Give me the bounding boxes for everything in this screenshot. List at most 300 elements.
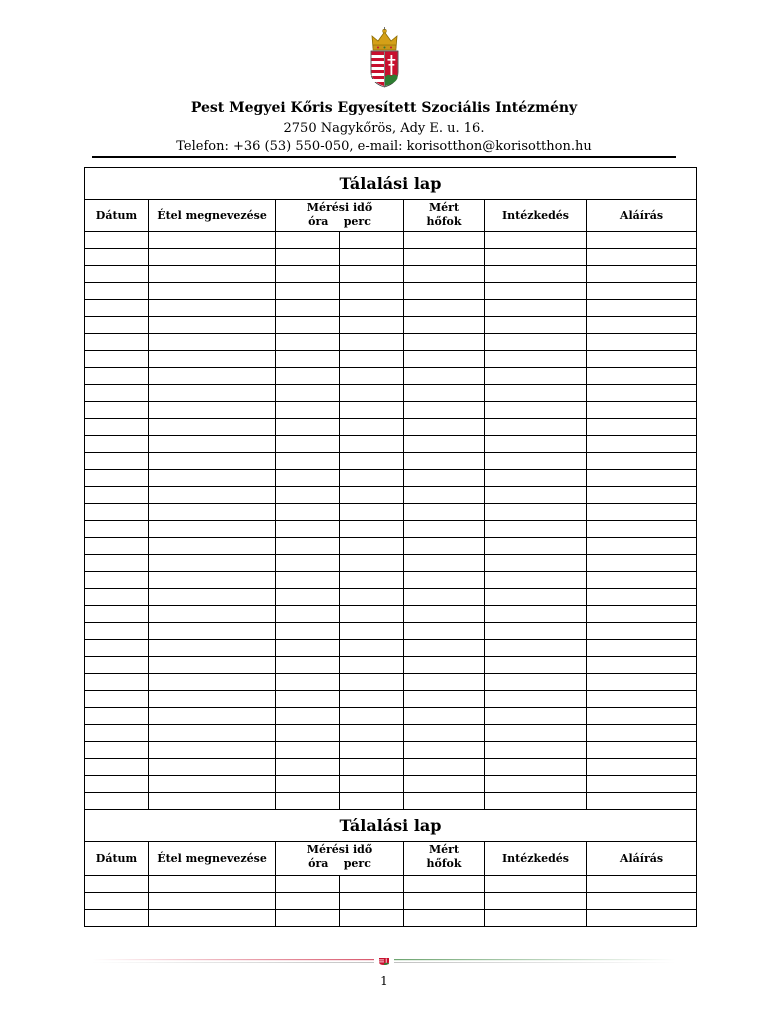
temperature-cell[interactable] [404,776,485,793]
date-cell[interactable] [85,776,149,793]
temperature-cell[interactable] [404,521,485,538]
hour-cell[interactable] [276,351,340,368]
date-cell[interactable] [85,691,149,708]
signature-cell[interactable] [587,436,697,453]
table-row [85,776,697,793]
date-cell[interactable] [85,436,149,453]
signature-cell[interactable] [587,742,697,759]
food-cell[interactable] [149,419,276,436]
food-cell[interactable] [149,657,276,674]
action-cell[interactable] [485,725,587,742]
date-cell[interactable] [85,470,149,487]
temperature-cell[interactable] [404,300,485,317]
hour-cell[interactable] [276,317,340,334]
table-row [85,402,697,419]
date-cell[interactable] [85,742,149,759]
date-cell[interactable] [85,385,149,402]
signature-cell[interactable] [587,538,697,555]
minute-cell[interactable] [340,232,404,249]
signature-cell[interactable] [587,419,697,436]
action-cell[interactable] [485,640,587,657]
temperature-cell[interactable] [404,402,485,419]
action-cell[interactable] [485,402,587,419]
food-cell[interactable] [149,708,276,725]
signature-cell[interactable] [587,708,697,725]
minute-cell[interactable] [340,876,404,893]
date-cell[interactable] [85,759,149,776]
hour-cell[interactable] [276,487,340,504]
date-cell[interactable] [85,419,149,436]
food-cell[interactable] [149,606,276,623]
minute-cell[interactable] [340,368,404,385]
measure-time-label: Mérési idő [306,843,373,856]
date-cell[interactable] [85,351,149,368]
hour-cell[interactable] [276,623,340,640]
hour-cell[interactable] [276,453,340,470]
temperature-cell[interactable] [404,487,485,504]
temperature-cell[interactable] [404,283,485,300]
date-cell[interactable] [85,555,149,572]
temperature-cell[interactable] [404,623,485,640]
food-cell[interactable] [149,691,276,708]
date-cell[interactable] [85,572,149,589]
hour-label: óra [308,215,329,228]
date-cell[interactable] [85,538,149,555]
signature-cell[interactable] [587,776,697,793]
temperature-label-top: Mért [428,201,460,214]
measure-time-label: Mérési idő [306,201,373,214]
hour-cell[interactable] [276,876,340,893]
minute-cell[interactable] [340,487,404,504]
date-cell[interactable] [85,793,149,810]
food-cell[interactable] [149,487,276,504]
action-cell[interactable] [485,351,587,368]
food-cell[interactable] [149,640,276,657]
hour-cell[interactable] [276,436,340,453]
signature-cell[interactable] [587,385,697,402]
action-cell[interactable] [485,487,587,504]
table-row [85,572,697,589]
temperature-cell[interactable] [404,606,485,623]
food-cell[interactable] [149,893,276,910]
minute-cell[interactable] [340,623,404,640]
date-cell[interactable] [85,606,149,623]
food-cell[interactable] [149,572,276,589]
signature-cell[interactable] [587,453,697,470]
hour-cell[interactable] [276,725,340,742]
signature-cell[interactable] [587,368,697,385]
action-cell[interactable] [485,555,587,572]
signature-cell[interactable] [587,910,697,927]
table-row [85,300,697,317]
column-header-measure-time [276,842,404,876]
food-cell[interactable] [149,266,276,283]
temperature-cell[interactable] [404,317,485,334]
minute-cell[interactable] [340,725,404,742]
date-cell[interactable] [85,402,149,419]
food-cell[interactable] [149,249,276,266]
minute-cell[interactable] [340,606,404,623]
signature-cell[interactable] [587,893,697,910]
minute-cell[interactable] [340,776,404,793]
minute-cell[interactable] [340,334,404,351]
hungarian-coat-of-arms-icon [368,26,401,88]
date-cell[interactable] [85,453,149,470]
table-row [85,249,697,266]
temperature-cell[interactable] [404,351,485,368]
date-cell[interactable] [85,708,149,725]
food-cell[interactable] [149,504,276,521]
signature-cell[interactable] [587,674,697,691]
hour-cell[interactable] [276,793,340,810]
temperature-cell[interactable] [404,589,485,606]
date-cell[interactable] [85,283,149,300]
table-row [85,555,697,572]
action-cell[interactable] [485,504,587,521]
food-cell[interactable] [149,385,276,402]
minute-cell[interactable] [340,436,404,453]
action-cell[interactable] [485,623,587,640]
action-cell[interactable] [485,334,587,351]
date-cell[interactable] [85,876,149,893]
minute-cell[interactable] [340,793,404,810]
food-cell[interactable] [149,283,276,300]
signature-cell[interactable] [587,470,697,487]
temperature-cell[interactable] [404,436,485,453]
action-cell[interactable] [485,538,587,555]
temperature-cell[interactable] [404,453,485,470]
action-cell[interactable] [485,266,587,283]
food-cell[interactable] [149,436,276,453]
temperature-cell[interactable] [404,538,485,555]
action-cell[interactable] [485,232,587,249]
table-row [85,623,697,640]
food-cell[interactable] [149,351,276,368]
table-row [85,606,697,623]
action-cell[interactable] [485,300,587,317]
table-row [85,589,697,606]
food-cell[interactable] [149,453,276,470]
temperature-cell[interactable] [404,385,485,402]
signature-cell[interactable] [587,657,697,674]
minute-cell[interactable] [340,300,404,317]
hour-cell[interactable] [276,266,340,283]
temperature-cell[interactable] [404,249,485,266]
hour-cell[interactable] [276,385,340,402]
date-cell[interactable] [85,910,149,927]
minute-cell[interactable] [340,504,404,521]
food-cell[interactable] [149,538,276,555]
minute-cell[interactable] [340,674,404,691]
minute-cell[interactable] [340,470,404,487]
hour-cell[interactable] [276,776,340,793]
signature-cell[interactable] [587,691,697,708]
date-cell[interactable] [85,640,149,657]
hour-cell[interactable] [276,742,340,759]
temperature-cell[interactable] [404,725,485,742]
hour-cell[interactable] [276,674,340,691]
temperature-cell[interactable] [404,266,485,283]
temperature-cell[interactable] [404,910,485,927]
organization-contact: Telefon: +36 (53) 550-050, e-mail: korisotthon@korisotthon.hu [176,139,592,154]
temperature-cell[interactable] [404,691,485,708]
temperature-cell[interactable] [404,368,485,385]
minute-cell[interactable] [340,521,404,538]
temperature-cell[interactable] [404,470,485,487]
date-cell[interactable] [85,521,149,538]
minute-cell[interactable] [340,910,404,927]
temperature-cell[interactable] [404,674,485,691]
hour-cell[interactable] [276,249,340,266]
page-number: 1 [380,974,388,988]
signature-cell[interactable] [587,623,697,640]
table-row [85,893,697,910]
column-header-food: Étel megnevezése [149,200,276,232]
minute-cell[interactable] [340,691,404,708]
food-cell[interactable] [149,334,276,351]
action-cell[interactable] [485,606,587,623]
action-cell[interactable] [485,249,587,266]
hour-cell[interactable] [276,657,340,674]
action-cell[interactable] [485,419,587,436]
date-cell[interactable] [85,334,149,351]
hour-cell[interactable] [276,893,340,910]
table-row [85,876,697,893]
temperature-cell[interactable] [404,657,485,674]
date-cell[interactable] [85,657,149,674]
table-row [85,470,697,487]
date-cell[interactable] [85,893,149,910]
date-cell[interactable] [85,487,149,504]
minute-cell[interactable] [340,453,404,470]
temperature-cell[interactable] [404,640,485,657]
date-cell[interactable] [85,317,149,334]
header-divider [92,156,676,158]
column-header-row [85,200,697,232]
hour-cell[interactable] [276,300,340,317]
action-cell[interactable] [485,708,587,725]
date-cell[interactable] [85,249,149,266]
date-cell[interactable] [85,266,149,283]
hour-cell[interactable] [276,691,340,708]
minute-cell[interactable] [340,708,404,725]
food-cell[interactable] [149,555,276,572]
column-header-date: Dátum [85,842,149,876]
food-cell[interactable] [149,300,276,317]
temperature-cell[interactable] [404,572,485,589]
food-cell[interactable] [149,232,276,249]
food-cell[interactable] [149,793,276,810]
signature-cell[interactable] [587,351,697,368]
minute-cell[interactable] [340,419,404,436]
minute-cell[interactable] [340,589,404,606]
organization-address: 2750 Nagykőrös, Ady E. u. 16. [283,121,485,136]
action-cell[interactable] [485,283,587,300]
temperature-cell[interactable] [404,742,485,759]
food-cell[interactable] [149,317,276,334]
minute-cell[interactable] [340,351,404,368]
date-cell[interactable] [85,300,149,317]
temperature-label-bottom: hőfok [426,857,462,870]
action-cell[interactable] [485,572,587,589]
measure-time-sublabels [276,857,403,871]
minute-cell[interactable] [340,555,404,572]
minute-cell[interactable] [340,266,404,283]
food-cell[interactable] [149,623,276,640]
hour-cell[interactable] [276,572,340,589]
food-cell[interactable] [149,470,276,487]
signature-cell[interactable] [587,487,697,504]
action-cell[interactable] [485,470,587,487]
minute-cell[interactable] [340,402,404,419]
table-row [85,487,697,504]
action-cell[interactable] [485,657,587,674]
hour-cell[interactable] [276,910,340,927]
action-cell[interactable] [485,793,587,810]
signature-cell[interactable] [587,572,697,589]
action-cell[interactable] [485,910,587,927]
date-cell[interactable] [85,232,149,249]
hour-cell[interactable] [276,640,340,657]
signature-cell[interactable] [587,266,697,283]
minute-cell[interactable] [340,657,404,674]
table-row [85,910,697,927]
minute-cell[interactable] [340,742,404,759]
action-cell[interactable] [485,521,587,538]
table-title: Tálalási lap [85,810,697,842]
action-cell[interactable] [485,368,587,385]
temperature-cell[interactable] [404,876,485,893]
date-cell[interactable] [85,589,149,606]
signature-cell[interactable] [587,283,697,300]
action-cell[interactable] [485,876,587,893]
signature-cell[interactable] [587,317,697,334]
date-cell[interactable] [85,725,149,742]
food-cell[interactable] [149,368,276,385]
date-cell[interactable] [85,368,149,385]
signature-cell[interactable] [587,793,697,810]
hour-cell[interactable] [276,368,340,385]
action-cell[interactable] [485,317,587,334]
food-cell[interactable] [149,521,276,538]
minute-label: perc [343,215,371,228]
column-header-signature: Aláírás [587,200,697,232]
food-cell[interactable] [149,776,276,793]
food-cell[interactable] [149,402,276,419]
minute-cell[interactable] [340,249,404,266]
minute-cell[interactable] [340,283,404,300]
signature-cell[interactable] [587,521,697,538]
signature-cell[interactable] [587,334,697,351]
hour-cell[interactable] [276,521,340,538]
hour-cell[interactable] [276,419,340,436]
food-cell[interactable] [149,589,276,606]
hour-cell[interactable] [276,555,340,572]
action-cell[interactable] [485,691,587,708]
signature-cell[interactable] [587,300,697,317]
table-title-row [85,810,697,842]
signature-cell[interactable] [587,640,697,657]
signature-cell[interactable] [587,589,697,606]
action-cell[interactable] [485,674,587,691]
signature-cell[interactable] [587,555,697,572]
temperature-cell[interactable] [404,793,485,810]
hour-cell[interactable] [276,708,340,725]
temperature-cell[interactable] [404,555,485,572]
date-cell[interactable] [85,623,149,640]
temperature-cell[interactable] [404,232,485,249]
signature-cell[interactable] [587,504,697,521]
food-cell[interactable] [149,759,276,776]
hour-cell[interactable] [276,504,340,521]
minute-cell[interactable] [340,572,404,589]
signature-cell[interactable] [587,725,697,742]
temperature-label-top: Mért [428,843,460,856]
signature-cell[interactable] [587,232,697,249]
action-cell[interactable] [485,436,587,453]
column-header-signature: Aláírás [587,842,697,876]
hour-cell[interactable] [276,759,340,776]
action-cell[interactable] [485,589,587,606]
hour-cell[interactable] [276,283,340,300]
table-row [85,266,697,283]
signature-cell[interactable] [587,759,697,776]
action-cell[interactable] [485,776,587,793]
signature-cell[interactable] [587,249,697,266]
hour-label: óra [308,857,329,870]
date-cell[interactable] [85,674,149,691]
temperature-cell[interactable] [404,334,485,351]
hour-cell[interactable] [276,538,340,555]
food-cell[interactable] [149,725,276,742]
hour-cell[interactable] [276,334,340,351]
food-cell[interactable] [149,876,276,893]
signature-cell[interactable] [587,606,697,623]
minute-cell[interactable] [340,759,404,776]
temperature-cell[interactable] [404,708,485,725]
minute-cell[interactable] [340,317,404,334]
signature-cell[interactable] [587,402,697,419]
hour-cell[interactable] [276,606,340,623]
food-cell[interactable] [149,674,276,691]
temperature-cell[interactable] [404,419,485,436]
hour-cell[interactable] [276,589,340,606]
temperature-cell[interactable] [404,504,485,521]
action-cell[interactable] [485,385,587,402]
minute-cell[interactable] [340,640,404,657]
table-title: Tálalási lap [85,168,697,200]
food-cell[interactable] [149,742,276,759]
minute-cell[interactable] [340,893,404,910]
action-cell[interactable] [485,893,587,910]
organization-name: Pest Megyei Kőris Egyesített Szociális Intézmény [190,100,578,116]
hour-cell[interactable] [276,470,340,487]
temperature-cell[interactable] [404,893,485,910]
minute-cell[interactable] [340,385,404,402]
table-row [85,759,697,776]
action-cell[interactable] [485,759,587,776]
action-cell[interactable] [485,742,587,759]
hour-cell[interactable] [276,402,340,419]
food-cell[interactable] [149,910,276,927]
table-row [85,742,697,759]
hour-cell[interactable] [276,232,340,249]
date-cell[interactable] [85,504,149,521]
minute-cell[interactable] [340,538,404,555]
temperature-cell[interactable] [404,759,485,776]
action-cell[interactable] [485,453,587,470]
signature-cell[interactable] [587,876,697,893]
